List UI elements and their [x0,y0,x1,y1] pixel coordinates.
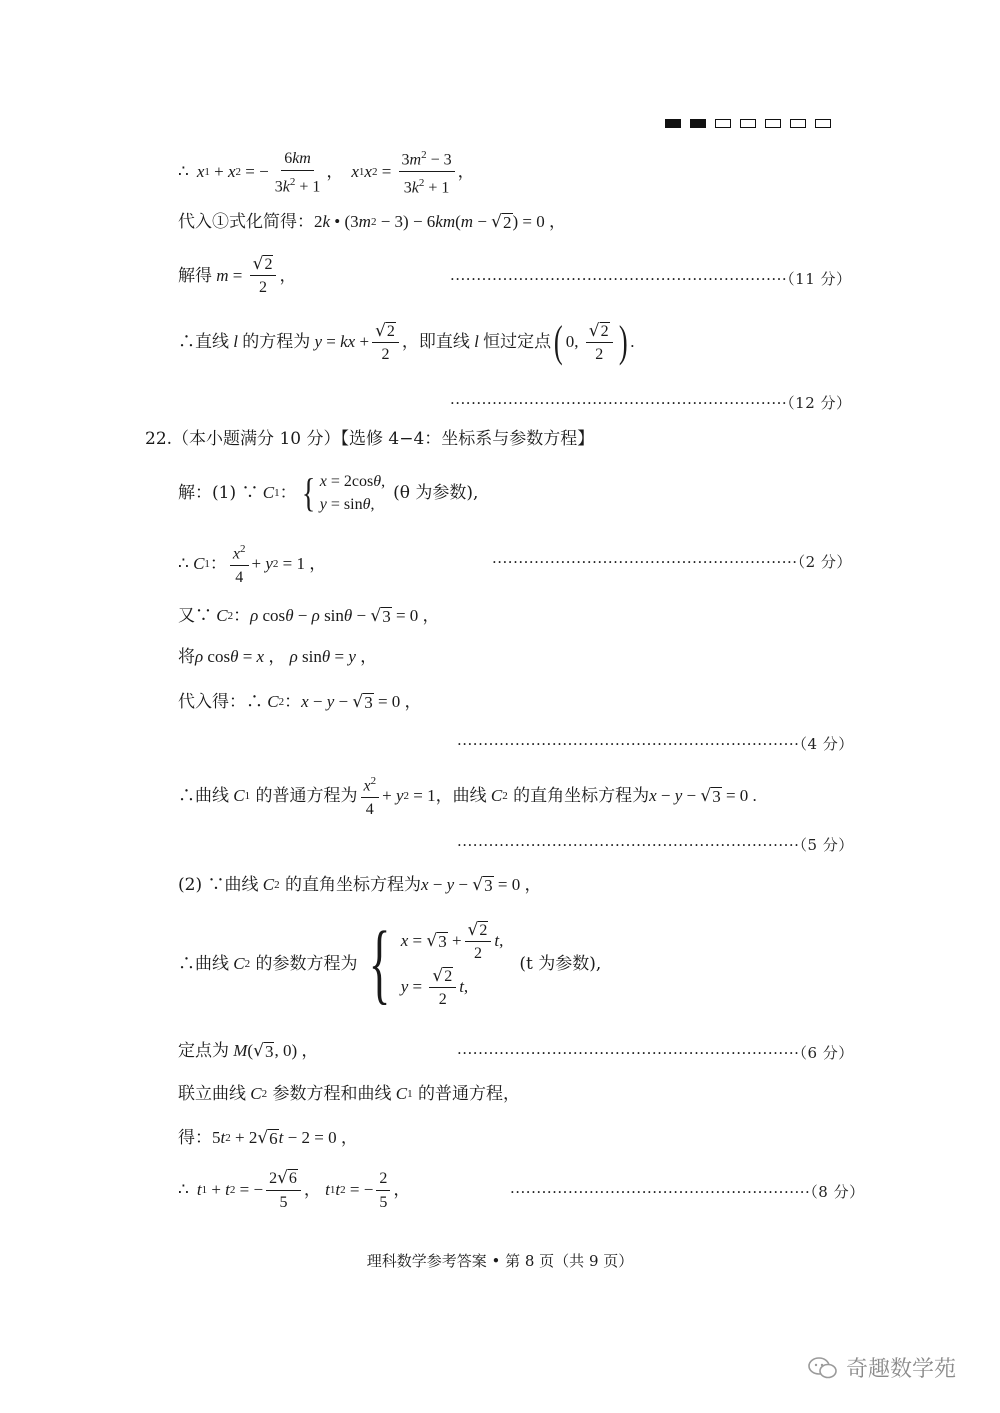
score-leader: ·································································（4 分） [457,735,854,753]
text-label: ∴ [178,553,189,574]
text-label: 解：(1) ∵ [178,483,259,503]
score-label: （8 分） [810,1183,865,1201]
score-leader: ··························································（2 分） [492,553,852,571]
text-label: 得： [178,1128,212,1148]
equation-c2-cartesian: 代入得：∴ C 2 ： x − y − √ 3 = 0 ， [178,692,422,712]
equation-solve-m: 解得 m = √ 2 2 ， [178,254,297,296]
text-label: 的方程为 [242,332,311,352]
score-label: （4 分） [799,735,854,753]
fraction: 2 √ 6 5 [266,1168,301,1212]
score-leader: ·································································（5 分） [457,836,854,854]
therefore-symbol: ∴ [178,161,189,182]
question-22-title [145,428,594,450]
equation-c1-parametric: 解：(1) ∵ C 1 ： { x = 2cosθ, y = sinθ, (θ 为参数), [178,470,479,515]
text-label: 将 [178,647,195,667]
text-label: (2) ∵曲线 [178,875,259,895]
equation-c1-ordinary: ∴ C 1 ： $\frac{x^2}{4}$ + y 2 = 1 ， [178,540,326,587]
progress-box-filled [665,119,681,128]
text-label: ，即直线 [401,332,470,352]
text-label: 又∵ [178,606,212,626]
fraction: √ 2 2 [250,254,277,297]
progress-box-empty [765,119,781,128]
text-label: 定点为 [178,1041,229,1061]
text-label: ∴曲线 [178,785,229,806]
score-leader: ································································（11 分） [450,270,852,288]
watermark [808,1352,956,1383]
equation-quadratic-t: 得： 5 t 2 + 2 √ 6 t − 2 = 0 ， [178,1128,358,1148]
score-leader: ·························································（8 分） [510,1183,865,1201]
text-label: 的直角坐标方程为 [513,785,650,806]
text-label: ∴曲线 [178,954,229,974]
text-label: ，曲线 [435,785,487,806]
equation-part2-intro: (2) ∵曲线 C 2 的直角坐标方程为 x − y − √ 3 = 0 ， [178,875,542,895]
progress-box-empty [740,119,756,128]
equation-substitution: 代入①式化简得： 2 k • (3 m 2 − 3) − 6 km ( m − √ 2 ) = 0 ， [178,212,567,232]
text-label: 参数方程和曲线 [272,1084,392,1104]
text-label: 的直角坐标方程为 [284,875,421,895]
fraction: $\frac{2}{5}$ [376,1169,390,1212]
score-leader: ································································（12 分） [450,394,852,412]
page-footer: 理科数学参考答案 • 第 8 页（共 9 页） [366,1252,634,1270]
text-label: ∴直线 [178,332,229,352]
text-label: ∴ [178,1180,189,1200]
progress-box-empty [715,119,731,128]
text-label: (θ 为参数), [393,483,479,503]
score-label: （6 分） [799,1044,854,1062]
score-label: （12 分） [787,394,852,412]
equation-line-fixed-point: ∴直线 l 的方程为 y = kx + √ 2 2 ，即直线 l 恒过定点 ( 0, √ 2 2 ) . [178,317,635,366]
text-label: 的参数方程为 [255,954,358,974]
fraction: $\frac{3m^2 - 3}{3k^2 + 1}$ [399,146,455,198]
text-label: 的普通方程为 [255,785,358,806]
text-label: 代入得：∴ [178,692,263,712]
text-label: 恒过定点 [483,332,552,352]
equation-c2-parametric: ∴曲线 C 2 的参数方程为 { x = √ 3 + √ 2 2 t , y = √ 2 2 t , (t 为参数), [178,914,602,1013]
equation-summary-part1: ∴曲线 C 1 的普通方程为 $\frac{x^2}{4}$ + y 2 = 1 ，曲线 C 2 的直角坐标方程为 x − y − √ 3 = 0 . [178,772,757,819]
score-leader: ·································································（6 分） [457,1044,854,1062]
fraction: √ 2 2 [372,321,399,364]
watermark-text: 奇趣数学苑 [846,1357,957,1382]
progress-box-empty [815,119,831,128]
equation-vieta-sum-product: ∴ x 1 + x 2 = − $\frac{6km}{3k^2 + 1}$ ， x 1 x 2 = $\frac{3m^2 - 3}{3k^2 + 1}$ ， [178,146,475,198]
fraction: √ 2 2 [586,321,613,364]
equation-fixed-point-m: 定点为 M ( √ 3 , 0) ， [178,1041,319,1061]
equation-t-sum-product: ∴ t 1 + t 2 = − 2 √ 6 5 ， t 1 t 2 = − $\frac{2}{5}$ ， [178,1168,411,1211]
fraction: √ 2 2 [429,966,456,1009]
score-label: （11 分） [787,270,852,288]
score-label: （2 分） [797,553,852,571]
fraction: $\frac{6km}{3k^2 + 1}$ [274,149,321,195]
fraction: $\frac{x^2}{4}$ [230,540,249,587]
text-label: 的普通方程， [418,1084,520,1104]
progress-box-filled [690,119,706,128]
equation-c2-polar: 又∵ C 2 ： ρ cos θ − ρ sin θ − √ 3 = 0 ， [178,606,440,626]
score-label: （5 分） [799,836,854,854]
fraction: $\frac{x^2}{4}$ [361,772,380,819]
progress-indicator [665,113,840,132]
text-label: 解得 [178,265,212,286]
text-label: 联立曲线 [178,1084,246,1104]
equation-polar-conversion: 将 ρ cos θ = x ， ρ sin θ = y ， [178,647,378,667]
text-label: (t 为参数), [519,954,602,974]
chat-bubble-icon [808,1355,838,1381]
text-label: 代入①式化简得： [178,212,314,232]
text-label: 22.（本小题满分 10 分）【选修 4−4：坐标系与参数方程】 [145,429,595,449]
text-combine-curves: 联立曲线 C 2 参数方程和曲线 C 1 的普通方程， [178,1084,520,1104]
fraction: √ 2 2 [465,920,492,963]
progress-box-empty [790,119,806,128]
